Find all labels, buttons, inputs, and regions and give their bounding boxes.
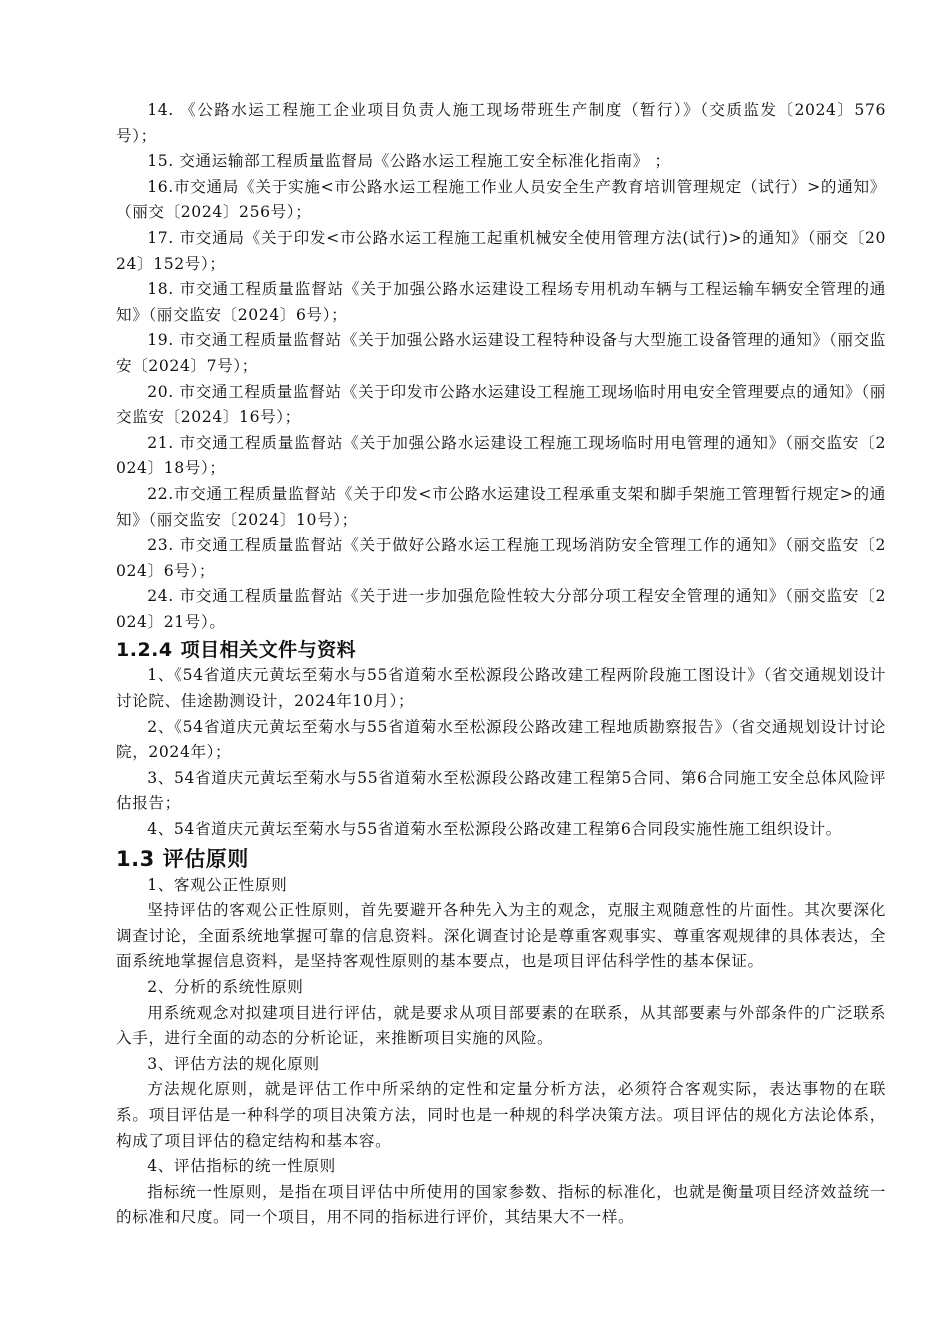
regulation-item-24: 24. 市交通工程质量监督站《关于进一步加强危险性较大分部分项工程安全管理的通知》（丽交监安〔2024〕21号）。 bbox=[116, 587, 886, 631]
document-item-3: 3、54省道庆元黄坛至菊水与55省道菊水至松源段公路改建工程第5合同、第6合同施工安全总体风险评估报告； bbox=[116, 768, 886, 813]
section-heading-1-3 bbox=[116, 845, 886, 873]
section-number: 1.3 bbox=[116, 846, 155, 871]
section-number: 1.2.4 bbox=[116, 639, 173, 662]
section-title: 项目相关文件与资料 bbox=[180, 639, 357, 662]
section-heading-1-2-4 bbox=[116, 637, 886, 663]
principle-title-1: 1、客观公正性原则 bbox=[147, 875, 288, 894]
principle-title-2: 2、分析的系统性原则 bbox=[147, 978, 304, 996]
regulation-item-18: 18. 市交通工程质量监督站《关于加强公路水运建设工程场专用机动车辆与工程运输车辆安全管理的通知》（丽交监安〔2024〕6号）； bbox=[116, 280, 886, 324]
document-item-4: 4、54省道庆元黄坛至菊水与55省道菊水至松源段公路改建工程第6合同段实施性施工组织设计。 bbox=[147, 820, 842, 839]
regulation-item-21: 21. 市交通工程质量监督站《关于加强公路水运建设工程施工现场临时用电管理的通知》（丽交监安〔2024〕18号）； bbox=[116, 433, 886, 478]
regulation-item-15: 15. 交通运输部工程质量监督局《公路水运工程施工安全标准化指南》 ； bbox=[147, 152, 671, 171]
regulation-item-14: 14. 《公路水运工程施工企业项目负责人施工现场带班生产制度（暂行）》（交质监发〔2024〕576 号）； bbox=[116, 101, 886, 145]
regulation-item-23: 23. 市交通工程质量监督站《关于做好公路水运工程施工现场消防安全管理工作的通知》（丽交监安〔2024〕6号）； bbox=[116, 536, 886, 580]
regulation-item-20: 20. 市交通工程质量监督站《关于印发市公路水运建设工程施工现场临时用电安全管理要点的通知》（丽交监安〔2024〕16号）； bbox=[116, 382, 886, 427]
section-title: 评估原则 bbox=[162, 846, 249, 871]
document-item-2: 2、《54省道庆元黄坛至菊水与55省道菊水至松源段公路改建工程地质勘察报告》（省交通规划设计讨论院，2024年）； bbox=[116, 717, 886, 762]
document-page bbox=[116, 98, 886, 1231]
principle-body-1: 坚持评估的客观公正性原则，首先要避开各种先入为主的观念，克服主观随意性的片面性。其次要深化调查讨论，全面系统地掌握可靠的信息资料。深化调查讨论是尊重客观事实、尊重客观规律的具体表达，全面系统地掌握信息资料，是坚持客观性原则的基本要点，也是项目评估科学性的基本保证。 bbox=[116, 901, 886, 971]
principle-body-3: 方法规化原则，就是评估工作中所采纳的定性和定量分析方法，必须符合客观实际，表达事物的在联系。项目评估是一种科学的项目决策方法，同时也是一种规的科学决策方法。项目评估的规化方法论体系，构成了项目评估的稳定结构和基本容。 bbox=[116, 1080, 886, 1150]
document-item-1: 1、《54省道庆元黄坛至菊水与55省道菊水至松源段公路改建工程两阶段施工图设计》（省交通规划设计讨论院、佳途勘测设计，2024年10月）； bbox=[116, 666, 886, 711]
regulation-item-19: 19. 市交通工程质量监督站《关于加强公路水运建设工程特种设备与大型施工设备管理的通知》（丽交监安〔2024〕7号）； bbox=[116, 331, 886, 375]
principle-body-2: 用系统观念对拟建项目进行评估，就是要求从项目部要素的在联系，从其部要素与外部条件的广泛联系入手，进行全面的动态的分析论证，来推断项目实施的风险。 bbox=[116, 1003, 886, 1048]
principle-title-3: 3、评估方法的规化原则 bbox=[147, 1054, 320, 1073]
regulation-item-16: 16.市交通局《关于实施<市公路水运工程施工作业人员安全生产教育培训管理规定（试行）>的通知》（丽交〔2024〕256号）； bbox=[116, 177, 886, 222]
regulation-item-17: 17. 市交通局《关于印发<市公路水运工程施工起重机械安全使用管理方法(试行)>的通知》（丽交〔2024〕152号）； bbox=[116, 228, 886, 273]
regulation-item-22: 22.市交通工程质量监督站《关于印发<市公路水运建设工程承重支架和脚手架施工管理暂行规定>的通知》（丽交监安〔2024〕10号）； bbox=[116, 484, 886, 529]
principle-body-4: 指标统一性原则，是指在项目评估中所使用的国家参数、指标的标准化，也就是衡量项目经济效益统一的标准和尺度。同一个项目，用不同的指标进行评价，其结果大不一样。 bbox=[116, 1182, 886, 1227]
principle-title-4: 4、评估指标的统一性原则 bbox=[147, 1157, 336, 1176]
